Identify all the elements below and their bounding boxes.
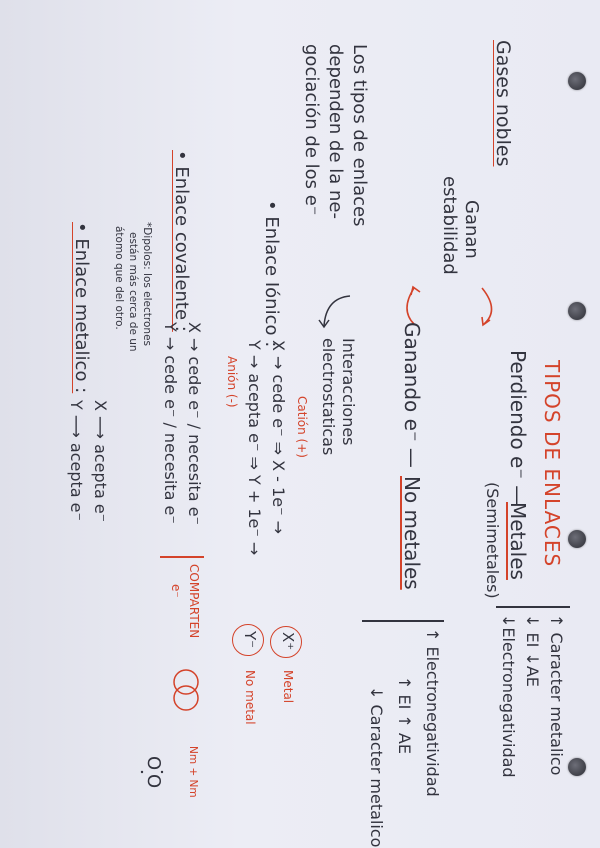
metal-label: Metal: [281, 670, 295, 704]
anion-label: Anión (-): [225, 356, 239, 408]
x-plus: X⁺: [279, 632, 297, 651]
tipos-line-1: Los tipos de enlaces: [349, 44, 370, 227]
metal-prop: ↓Electronegatividad: [499, 614, 518, 778]
page-title: TIPOS DE ENLACES: [540, 360, 564, 568]
bracket-line: [362, 620, 444, 622]
metalico-line-x: X ⟶ acepta e⁻: [91, 400, 110, 523]
svg-text:O: O: [143, 756, 164, 771]
ganan-line-2: estabilidad: [439, 176, 460, 275]
dipolos-line-2: están más cerca de un: [127, 232, 139, 352]
metalico-label: • Enlace metalico :: [71, 222, 92, 394]
metales-label: Metales: [506, 502, 530, 580]
dipolos-line-3: átomo que del otro.: [113, 226, 125, 330]
perdiendo-text: Perdiendo e⁻ —: [506, 350, 530, 506]
covalente-line-x: X → cede e⁻ / necesita e⁻: [185, 322, 204, 525]
metalico-line-y: Y ⟶ acepta e⁻: [67, 400, 86, 521]
bracket-line: [496, 606, 570, 608]
shared-electrons-icon: [166, 662, 206, 722]
tipos-line-3: gociación de los e⁻: [301, 44, 322, 216]
metal-prop: ↓ EI ↓AE: [523, 614, 542, 687]
tipos-line-2: dependen de la ne-: [325, 44, 346, 219]
y-minus: Y⁻: [241, 631, 259, 649]
cation-label: Catión (+): [295, 396, 309, 458]
comparten-e: e⁻: [169, 584, 183, 598]
ionico-line-y: Y → acepta e⁻ ⇒ Y + 1e⁻ →: [245, 340, 264, 556]
covalente-label: • Enlace covalente :: [171, 150, 192, 332]
interaction-arrow: [314, 292, 354, 332]
gases-nobles: Gases nobles: [492, 40, 514, 167]
no-metales-label: No metales: [400, 476, 424, 590]
ganando-text: Ganando e⁻ —: [400, 322, 424, 468]
svg-text:O: O: [143, 774, 164, 789]
nometal-prop: ↑ Electronegatividad: [423, 628, 442, 797]
dipolos-line-1: *Dipolos: los electrones: [141, 222, 153, 347]
comparten-label: COMPARTEN: [187, 564, 201, 639]
dipole-icon: [130, 752, 170, 792]
nometal-prop: ↓ Caracter metalico: [367, 686, 386, 848]
semimetales-label: (Semimetales): [483, 482, 502, 599]
nm-nm-label: Nm + Nm: [187, 746, 199, 798]
ganan-line-1: Ganan: [461, 200, 482, 259]
no-metal-label: No metal: [243, 670, 257, 725]
interacciones-line-2: electrostaticas: [319, 338, 338, 456]
nometal-prop: ↑ EI ↑ AE: [395, 676, 414, 754]
metal-prop: ↑ Caracter metalico: [547, 614, 566, 776]
interacciones-line-1: Interacciones: [339, 338, 358, 446]
ionico-label: • Enlace Iónico :: [261, 200, 282, 348]
covalente-line-y: Y → cede e⁻ / necesita e⁻: [161, 322, 180, 524]
ionico-line-x: X → cede e⁻ ⇒ X - 1e⁻ →: [269, 340, 288, 534]
comparten-bar: [160, 556, 204, 558]
